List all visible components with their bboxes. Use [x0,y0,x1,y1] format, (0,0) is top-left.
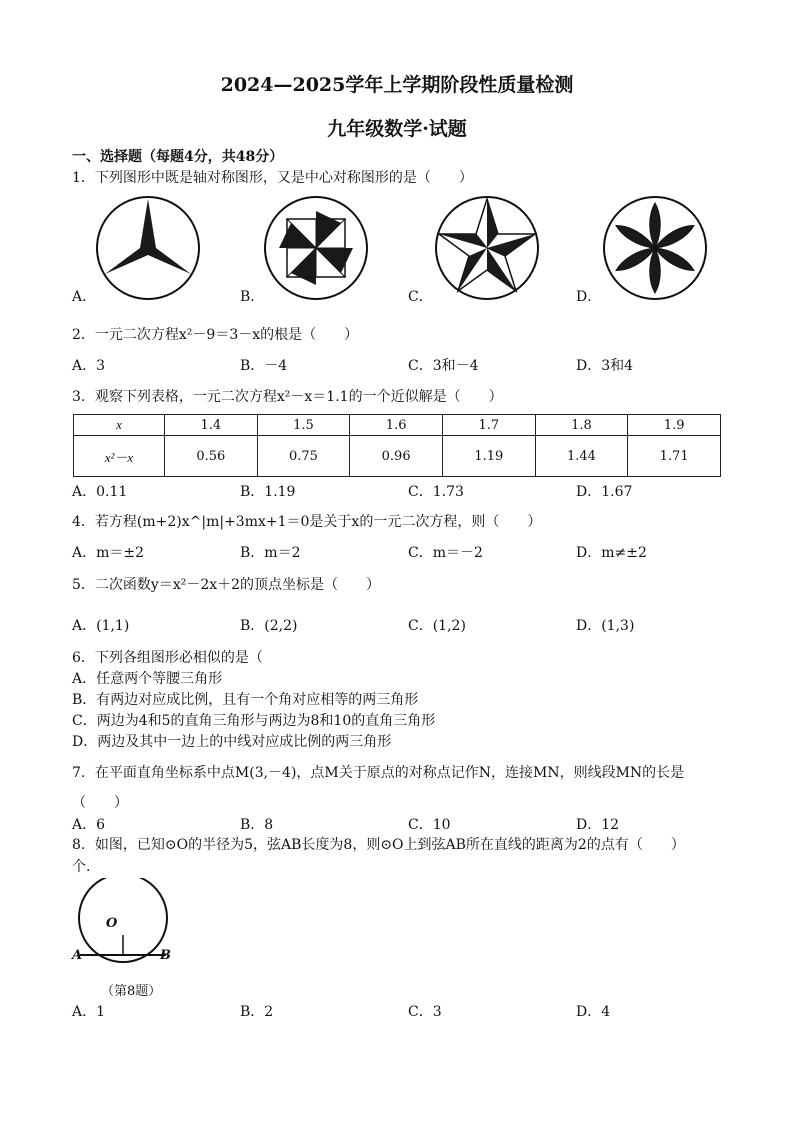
q7-option-b[interactable]: B．8 [240,817,274,833]
q1-option-a[interactable]: A． [72,289,97,305]
q8-stem-cont: 个. [72,859,91,875]
q8-label-o: O [106,916,118,931]
q8-stem: 8．如图，已知⊙O的半径为5，弦AB长度为8，则⊙O上到弦AB所在直线的距离为2的点有（ ） [72,837,685,853]
q4-option-c[interactable]: C．m＝－2 [408,545,483,561]
table-cell: 1.19 [442,436,535,477]
q3-table [73,414,721,477]
q6-option-c[interactable]: C．两边为4和5的直角三角形与两边为8和10的直角三角形 [72,713,436,729]
q2-option-d[interactable]: D．3和4 [576,358,634,374]
table-cell: 1.9 [628,415,721,436]
q6-option-a[interactable]: A．任意两个等腰三角形 [72,671,223,687]
table-cell: 1.4 [165,415,258,436]
q3-stem: 3．观察下列表格，一元二次方程x²－x＝1.1的一个近似解是（ ） [72,389,503,405]
q1-figure-b [261,193,371,303]
q5-stem: 5．二次函数y＝x²－2x＋2的顶点坐标是（ ） [72,577,381,593]
exam-title: 2024—2025学年上学期阶段性质量检测 [220,74,574,96]
table-cell: 1.6 [350,415,443,436]
table-head-x: x [74,415,165,436]
q8-option-c[interactable]: C．3 [408,1004,442,1020]
q5-option-b[interactable]: B．(2,2) [240,618,298,634]
q4-stem: 4．若方程(m+2)x^|m|+3mx+1＝0是关于x的一元二次方程，则（ ） [72,514,542,530]
exam-subtitle: 九年级数学·试题 [327,118,467,140]
q8-option-d[interactable]: D．4 [576,1004,611,1020]
table-cell: 1.5 [257,415,350,436]
table-row [74,436,721,477]
q1-figure-d [600,193,710,303]
q3-option-b[interactable]: B．1.19 [240,484,296,500]
q1-figure-a [93,193,203,303]
table-cell: 1.8 [535,415,628,436]
q5-option-c[interactable]: C．(1,2) [408,618,466,634]
table-row [74,415,721,436]
q4-option-b[interactable]: B．m＝2 [240,545,301,561]
q6-option-d[interactable]: D．两边及其中一边上的中线对应成比例的两三角形 [72,734,392,750]
q4-option-d[interactable]: D．m≠±2 [576,545,647,561]
table-cell: 0.56 [165,436,258,477]
q7-stem-cont: （ ） [72,795,128,811]
table-cell: 1.7 [442,415,535,436]
q2-option-c[interactable]: C．3和－4 [408,358,479,374]
q2-option-a[interactable]: A．3 [72,358,106,374]
table-cell: 0.96 [350,436,443,477]
q8-option-b[interactable]: B．2 [240,1004,274,1020]
table-cell: 0.75 [257,436,350,477]
q5-option-d[interactable]: D．(1,3) [576,618,635,634]
q1-option-c[interactable]: C． [408,289,433,305]
q7-option-a[interactable]: A．6 [72,817,106,833]
q2-stem: 2．一元二次方程x²－9＝3－x的根是（ ） [72,327,359,343]
section-heading: 一、选择题（每题4分，共48分） [72,149,284,165]
q5-option-a[interactable]: A．(1,1) [72,618,130,634]
table-cell: 1.44 [535,436,628,477]
table-cell: 1.71 [628,436,721,477]
q8-label-b: B [160,948,171,963]
q7-stem: 7．在平面直角坐标系中点M(3,－4)，点M关于原点的对称点记作N，连接MN，则线段MN的长是 [72,765,685,781]
q3-option-c[interactable]: C．1.73 [408,484,464,500]
q8-label-a: A [72,948,83,963]
q1-stem: 1．下列图形中既是轴对称图形，又是中心对称图形的是（ ） [72,170,473,186]
q6-option-b[interactable]: B．有两边对应成比例，且有一个角对应相等的两三角形 [72,692,419,708]
q1-option-d[interactable]: D． [576,289,602,305]
table-head-expr: x²－x [74,436,165,477]
q2-option-b[interactable]: B．－4 [240,358,288,374]
q1-figure-c [432,193,542,303]
q6-stem: 6．下列各组图形必相似的是（ [72,650,263,666]
q3-option-d[interactable]: D．1.67 [576,484,633,500]
q3-option-a[interactable]: A．0.11 [72,484,128,500]
q1-option-b[interactable]: B． [240,289,265,305]
q7-option-c[interactable]: C．10 [408,817,451,833]
q4-option-a[interactable]: A．m＝±2 [72,545,145,561]
q8-figure-caption: （第8题） [101,984,162,999]
q8-option-a[interactable]: A．1 [72,1004,106,1020]
q7-option-d[interactable]: D．12 [576,817,620,833]
